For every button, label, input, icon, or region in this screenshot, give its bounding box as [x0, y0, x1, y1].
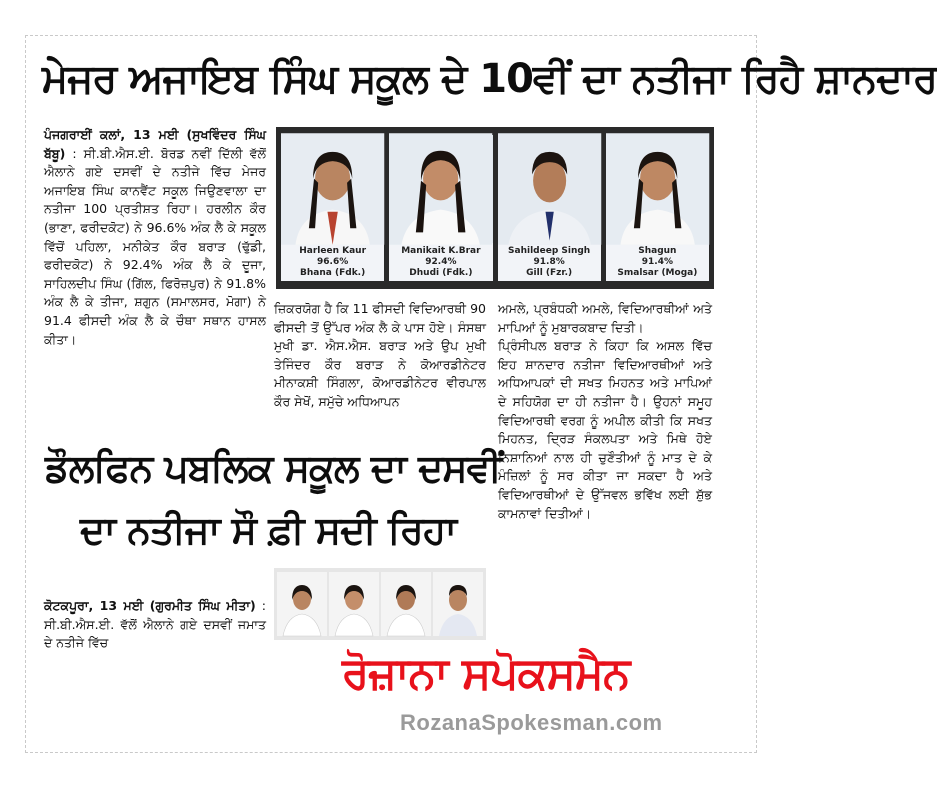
article-column-3: [498, 300, 712, 523]
student-card: [606, 135, 709, 281]
article-column-1-text: : ਸੀ.ਬੀ.ਐਸ.ਈ. ਬੋਰਡ ਨਵੀਂ ਦਿੱਲੀ ਵੱਲੋਂ ਐਲਾਨੇ ਗਏ ਦਸਵੀਂ ਦੇ ਨਤੀਜੇ ਵਿੱਚ ਮੇਜਰ ਅਜਾਇਬ ਸਿੰਘ ਕਾਨਵੈਂਟ ਸਕੂਲ ਜਿਉਣਵਾਲਾ ਦਾ ਨਤੀਜਾ 100 ਪ੍ਰਤੀਸ਼ਤ ਰਿਹਾ। ਹਰਲੀਨ ਕੌਰ (ਭਾਣਾ, ਫਰੀਦਕੋਟ) ਨੇ 96.6% ਅੰਕ ਲੈ ਕੇ ਸਕੂਲ ਵਿੱਚੋਂ ਪਹਿਲਾ, ਮਨੀਕੇਤ ਕੌਰ ਬਰਾੜ (ਢੁੱਡੀ, ਫਰੀਦਕੋਟ) ਨੇ 92.4% ਅੰਕ ਲੈ ਕੇ ਦੂਜਾ, ਸਾਹਿਲਦੀਪ ਸਿੰਘ (ਗਿੱਲ, ਫਿਰੋਜ਼ਪੁਰ) ਨੇ 91.8% ਅੰਕ ਲੈ ਕੇ ਤੀਜਾ, ਸ਼ਗੁਨ (ਸਮਾਲਸਰ, ਮੋਗਾ) ਨੇ 91.4 ਫੀਸਦੀ ਅੰਕ ਲੈ ਕੇ ਚੌਥਾ ਸਥਾਨ ਹਾਸਲ ਕੀਤਾ।: [44, 145, 266, 347]
newspaper-masthead: ਰੋਜ਼ਾਨਾ ਸਪੋਕਸਮੈਨ: [342, 648, 630, 699]
student-name: Harleen Kaur: [299, 246, 367, 256]
student-score: 92.4%: [425, 257, 457, 267]
student-photo: [606, 135, 709, 243]
article-dateline: ਪੰਜਗਰਾਈਂ ਕਲਾਂ, 13 ਮਈ (ਸੁਖਵਿੰਦਰ ਸਿੰਘ ਬੱਬੂ): [44, 127, 266, 161]
student-photo-strip: [276, 127, 714, 289]
student-name: Sahildeep Singh: [508, 246, 591, 256]
student-photo: [281, 135, 384, 243]
student-card: [498, 135, 601, 281]
student-score: 91.8%: [533, 257, 565, 267]
student-photo: [389, 135, 492, 243]
student-photo: [278, 572, 326, 636]
student-card: [389, 135, 492, 281]
student-place: Gill (Fzr.): [526, 268, 573, 278]
student-name: Manikait K.Brar: [401, 246, 481, 256]
student-photo: [382, 572, 430, 636]
student-card: [281, 135, 384, 281]
school-students-photo: [274, 568, 486, 640]
second-headline-line-1: ਡੌਲਫਿਨ ਪਬਲਿਕ ਸਕੂਲ ਦਾ ਦਸਵੀਂ: [45, 446, 501, 490]
article-2-text: : ਸੀ.ਬੀ.ਐਸ.ਈ. ਵੱਲੋਂ ਐਲਾਨੇ ਗਏ ਦਸਵੀਂ ਜਮਾਤ ਦੇ ਨਤੀਜੇ ਵਿੱਚ: [44, 598, 266, 651]
main-headline: ਮੇਜਰ ਅਜਾਇਬ ਸਿੰਘ ਸਕੂਲ ਦੇ 10ਵੀਂ ਦਾ ਨਤੀਜਾ ਰਿਹੈ ਸ਼ਾਨਦਾਰ: [42, 56, 937, 102]
student-score: 91.4%: [641, 257, 673, 267]
article-column-2: [274, 300, 486, 412]
article-2-dateline: ਕੋਟਕਪੂਰਾ, 13 ਮਈ (ਗੁਰਮੀਤ ਸਿੰਘ ਮੀਤਾ): [44, 598, 256, 613]
student-place: Smalsar (Moga): [617, 268, 698, 278]
article-column-1: [44, 126, 266, 349]
student-place: Bhana (Fdk.): [300, 268, 366, 278]
student-score: 96.6%: [317, 257, 349, 267]
website-url[interactable]: RozanaSpokesman.com: [400, 710, 663, 735]
article-column-2-text: ਜ਼ਿਕਰਯੋਗ ਹੈ ਕਿ 11 ਫੀਸਦੀ ਵਿਦਿਆਰਥੀ 90 ਫੀਸਦੀ ਤੋਂ ਉੱਪਰ ਅੰਕ ਲੈ ਕੇ ਪਾਸ ਹੋਏ। ਸੰਸਥਾ ਮੁਖੀ ਡਾ. ਐਸ.ਐਸ. ਬਰਾੜ ਅਤੇ ਉਪ ਮੁਖੀ ਤੇਜਿੰਦਰ ਕੌਰ ਬਰਾੜ ਨੇ ਕੋਆਰਡੀਨੇਟਰ ਮੀਨਾਕਸ਼ੀ ਸਿੰਗਲਾ, ਕੋਆਰਡੀਨੇਟਰ ਵੀਰਪਾਲ ਕੌਰ ਸੇਖੋਂ, ਸਮੁੱਚੇ ਅਧਿਆਪਨ: [274, 301, 486, 409]
student-name: Shagun: [638, 246, 677, 256]
second-headline-line-2: ਦਾ ਨਤੀਜਾ ਸੌ ਫ਼ੀ ਸਦੀ ਰਿਹਾ: [80, 508, 456, 552]
article-column-3-para-1: ਅਮਲੇ, ਪ੍ਰਬੰਧਕੀ ਅਮਲੇ, ਵਿਦਿਆਰਥੀਆਂ ਅਤੇ ਮਾਪਿਆਂ ਨੂੰ ਮੁਬਾਰਕਬਾਦ ਦਿਤੀ।: [498, 301, 712, 335]
student-photo: [434, 572, 482, 636]
student-photo: [498, 135, 601, 243]
article-column-3-para-2: ਪ੍ਰਿੰਸੀਪਲ ਬਰਾੜ ਨੇ ਕਿਹਾ ਕਿ ਅਸਲ ਵਿੱਚ ਇਹ ਸ਼ਾਨਦਾਰ ਨਤੀਜਾ ਵਿਦਿਆਰਥੀਆਂ ਅਤੇ ਅਧਿਆਪਕਾਂ ਦੀ ਸਖਤ ਮਿਹਨਤ ਅਤੇ ਮਾਪਿਆਂ ਦੇ ਸਹਿਯੋਗ ਦਾ ਹੀ ਨਤੀਜਾ ਹੈ। ਉਹਨਾਂ ਸਮੂਹ ਵਿਦਿਆਰਥੀ ਵਰਗ ਨੂੰ ਅਪੀਲ ਕੀਤੀ ਕਿ ਸਖਤ ਮਿਹਨਤ, ਦ੍ਰਿੜ ਸੰਕਲਪਤਾ ਅਤੇ ਮਿਥੇ ਹੋਏ ਨਿਸ਼ਾਨਿਆਂ ਨਾਲ ਹੀ ਚੁਣੌਤੀਆਂ ਨੂੰ ਮਾਤ ਦੇ ਕੇ ਮੰਜ਼ਿਲਾਂ ਨੂੰ ਸਰ ਕੀਤਾ ਜਾ ਸਕਦਾ ਹੈ ਅਤੇ ਵਿਦਿਆਰਥੀਆਂ ਦੇ ਉੱਜਵਲ ਭਵਿੱਖ ਲਈ ਸ਼ੁੱਭ ਕਾਮਨਾਵਾਂ ਦਿਤੀਆਂ।: [498, 338, 712, 521]
student-photo: [330, 572, 378, 636]
student-place: Dhudi (Fdk.): [409, 268, 473, 278]
article-2-column: [44, 597, 266, 653]
